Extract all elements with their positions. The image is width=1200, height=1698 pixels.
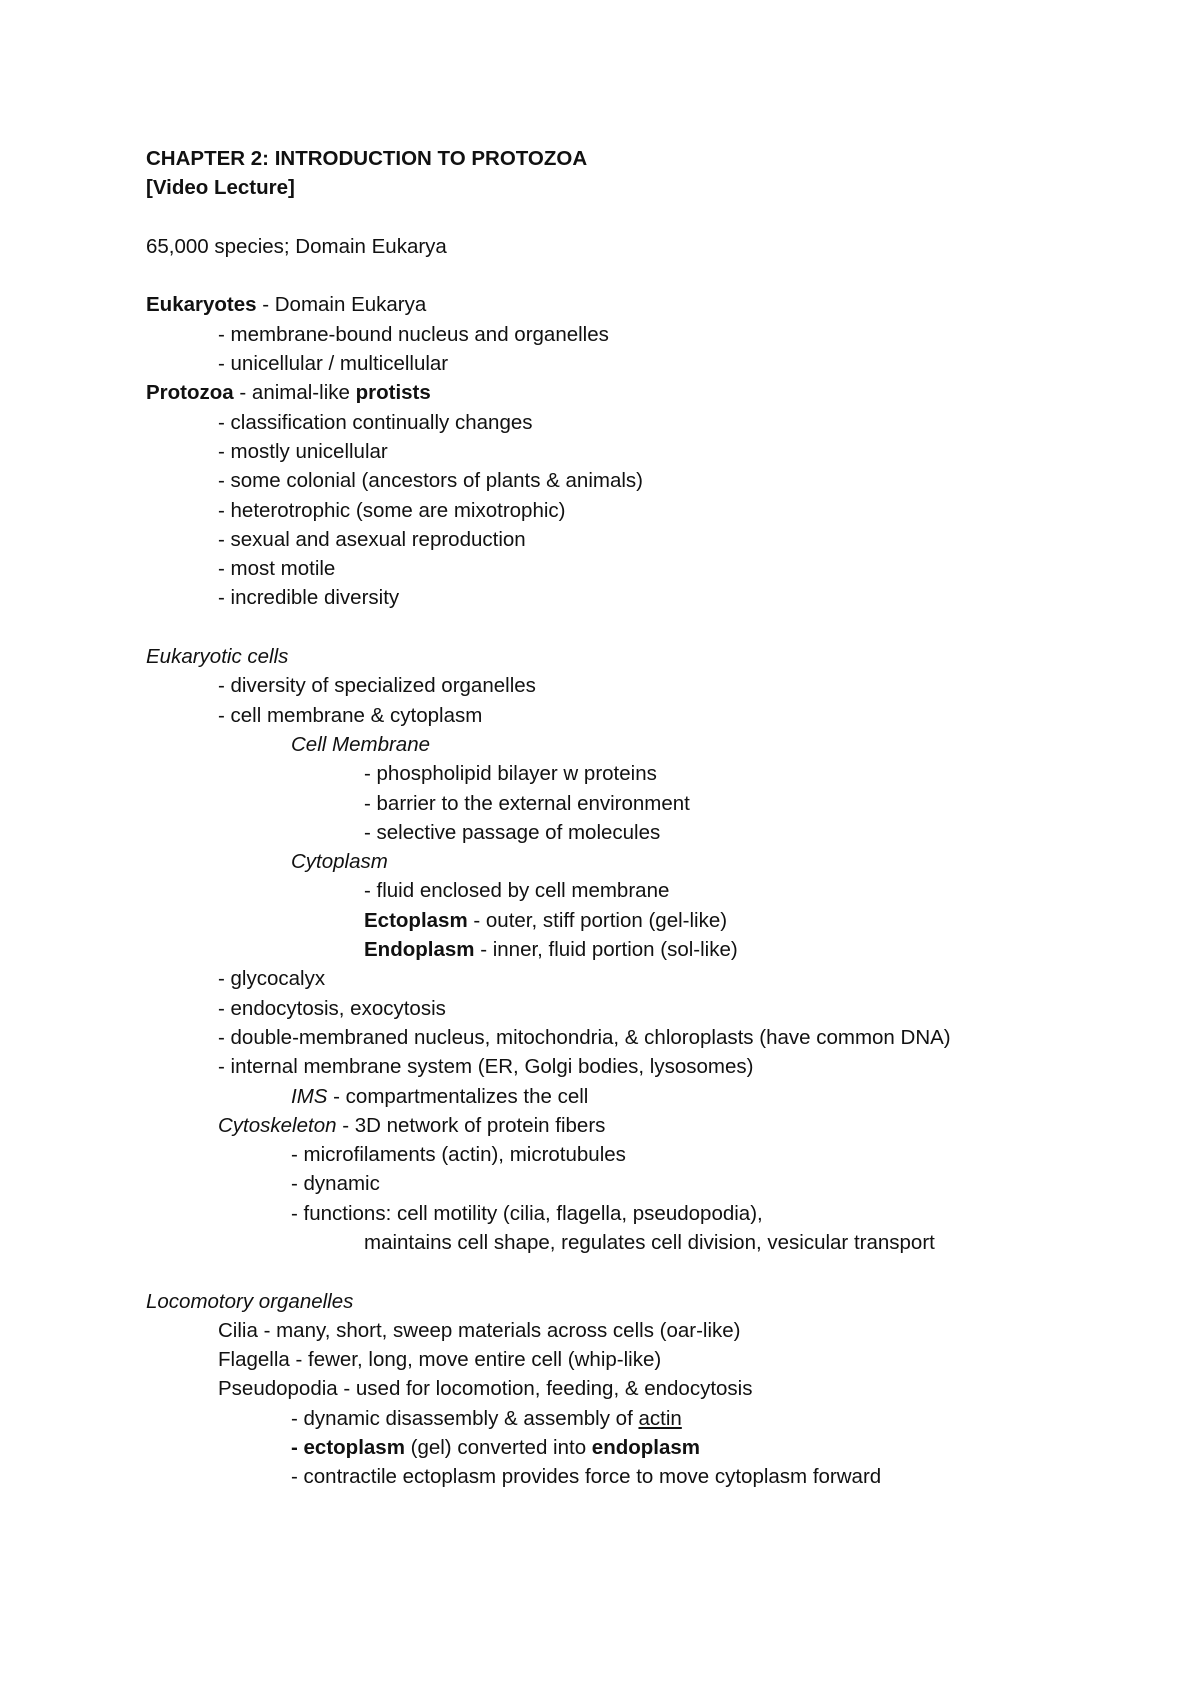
eukaryotes-term: Eukaryotes <box>146 293 257 317</box>
ectoplasm-mid: (gel) converted into <box>404 1436 592 1460</box>
list-item: - classification continually changes <box>218 410 533 434</box>
chapter-subtitle: [Video Lecture] <box>146 176 295 200</box>
protozoa-def-bold: protists <box>355 381 431 405</box>
ectoplasm-def: - outer, stiff portion (gel-like) <box>467 908 728 932</box>
list-item: - heterotrophic (some are mixotrophic) <box>218 498 566 522</box>
list-item-continuation: maintains cell shape, regulates cell division, vesicular transport <box>364 1230 935 1254</box>
list-item: - membrane-bound nucleus and organelles <box>218 322 609 346</box>
cytoskeleton-def: - 3D network of protein fibers <box>336 1113 606 1137</box>
list-item: - internal membrane system (ER, Golgi bodies, lysosomes) <box>218 1055 754 1079</box>
cell-membrane-heading: Cell Membrane <box>291 732 430 756</box>
cytoplasm-heading: Cytoplasm <box>291 850 388 874</box>
list-item: - diversity of specialized organelles <box>218 674 536 698</box>
list-item: - phospholipid bilayer w proteins <box>364 762 657 786</box>
list-item: Cilia - many, short, sweep materials across cells (oar-like) <box>218 1318 741 1342</box>
list-item: - microfilaments (actin), microtubules <box>291 1143 626 1167</box>
document-body <box>146 144 1146 1492</box>
endoplasm-bold: endoplasm <box>591 1436 701 1460</box>
list-item: - mostly unicellular <box>218 439 388 463</box>
intro-line: 65,000 species; Domain Eukarya <box>146 234 447 258</box>
blank-line <box>146 261 1146 290</box>
list-item: - most motile <box>218 557 336 581</box>
list-item: Flagella - fewer, long, move entire cell (whip-like) <box>218 1348 662 1372</box>
ims-def: - compartmentalizes the cell <box>327 1084 589 1108</box>
list-item: - unicellular / multicellular <box>218 352 449 376</box>
list-item: - endocytosis, exocytosis <box>218 996 446 1020</box>
protozoa-definition <box>146 378 1146 407</box>
list-item: - double-membraned nucleus, mitochondria, & chloroplasts (have common DNA) <box>218 1025 951 1049</box>
ims-definition <box>146 1082 1146 1111</box>
list-item: - sexual and asexual reproduction <box>218 527 526 551</box>
eukaryotes-def: - Domain Eukarya <box>256 293 427 317</box>
list-item: - selective passage of molecules <box>364 820 661 844</box>
list-item: - dynamic <box>291 1172 380 1196</box>
cytoskeleton-term: Cytoskeleton <box>218 1113 337 1137</box>
cytoskeleton-definition <box>146 1111 1146 1140</box>
ims-term: IMS <box>291 1084 328 1108</box>
actin-word: actin <box>638 1406 682 1430</box>
ectoplasm-bold: - ectoplasm <box>291 1436 405 1460</box>
blank-line <box>146 613 1146 642</box>
list-item: Pseudopodia - used for locomotion, feeding, & endocytosis <box>218 1377 753 1401</box>
list-item: - contractile ectoplasm provides force to move cytoplasm forward <box>291 1465 882 1489</box>
list-item: - cell membrane & cytoplasm <box>218 703 483 727</box>
list-item: - functions: cell motility (cilia, flagella, pseudopodia), <box>291 1201 763 1225</box>
actin-line <box>146 1404 1146 1433</box>
protozoa-term: Protozoa <box>146 381 234 405</box>
blank-line <box>146 203 1146 232</box>
blank-line <box>146 1257 1146 1286</box>
endoplasm-term: Endoplasm <box>364 938 475 962</box>
ectoplasm-definition <box>146 906 1146 935</box>
eukaryotic-cells-heading: Eukaryotic cells <box>146 645 289 669</box>
ectoplasm-term: Ectoplasm <box>364 908 468 932</box>
eukaryotes-definition <box>146 290 1146 319</box>
list-item: - some colonial (ancestors of plants & animals) <box>218 469 643 493</box>
list-item: - fluid enclosed by cell membrane <box>364 879 670 903</box>
endoplasm-definition <box>146 935 1146 964</box>
list-item: - barrier to the external environment <box>364 791 690 815</box>
ectoplasm-conversion-line <box>146 1433 1146 1462</box>
list-item: - glycocalyx <box>218 967 326 991</box>
locomotory-heading: Locomotory organelles <box>146 1289 354 1313</box>
list-item: - incredible diversity <box>218 586 400 610</box>
endoplasm-def: - inner, fluid portion (sol-like) <box>474 938 738 962</box>
chapter-title: CHAPTER 2: INTRODUCTION TO PROTOZOA <box>146 147 588 170</box>
actin-prefix: - dynamic disassembly & assembly of <box>291 1406 639 1430</box>
protozoa-def: - animal-like <box>233 381 356 405</box>
